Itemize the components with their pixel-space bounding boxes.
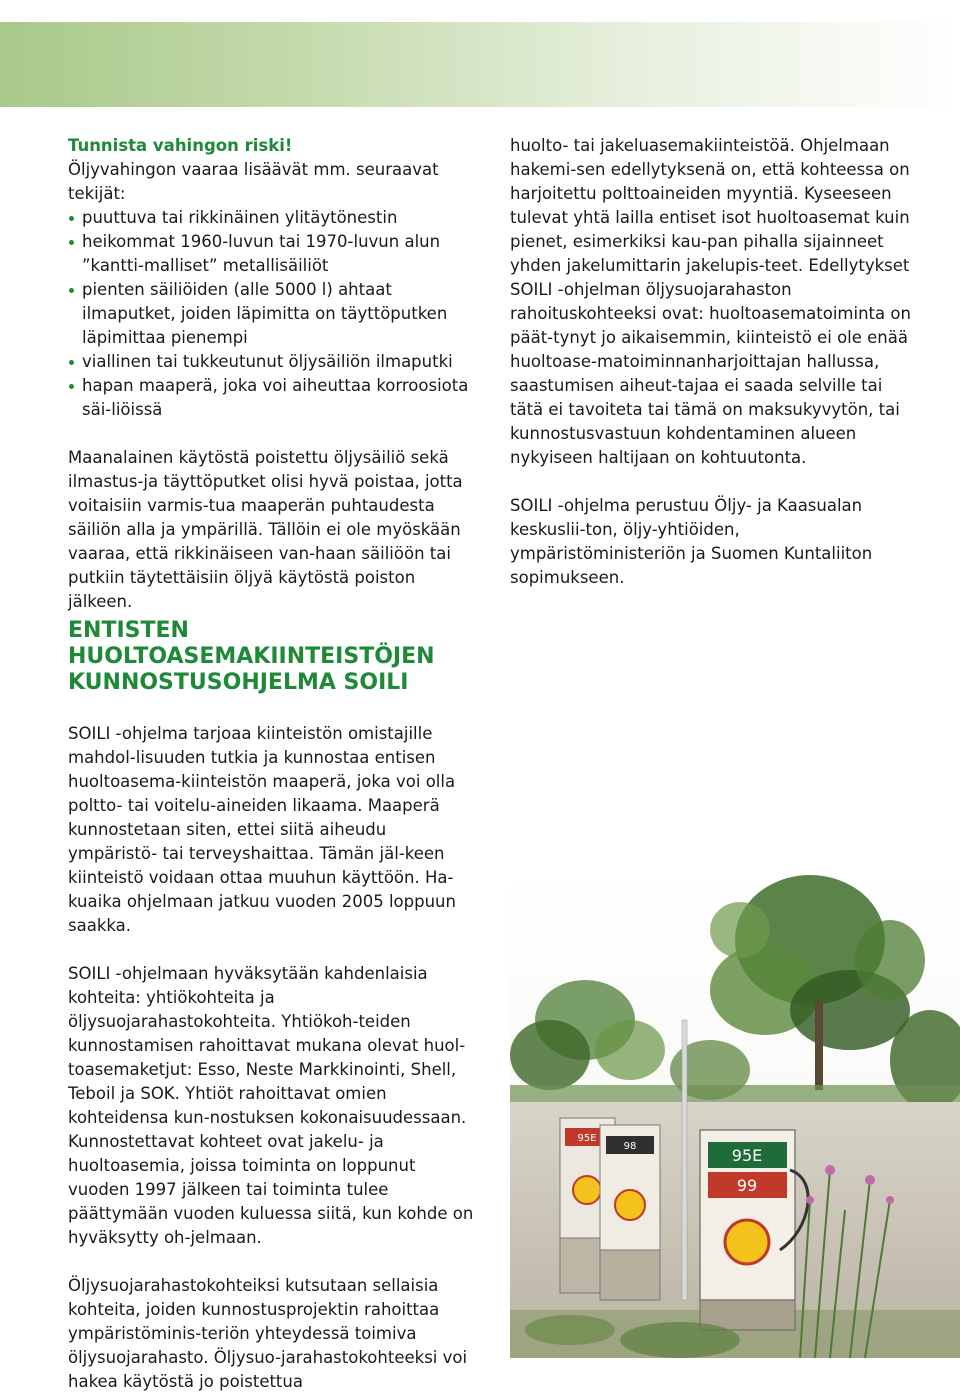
list-item: viallinen tai tukkeutunut öljysäiliön ilmaputki — [68, 350, 478, 374]
shell-logo-icon — [573, 1176, 601, 1204]
list-item: hapan maaperä, joka voi aiheuttaa korroosiota säi-liöissä — [68, 374, 478, 422]
pump-label: 98 — [623, 1141, 637, 1152]
risk-factor-list — [68, 206, 478, 422]
list-item: heikommat 1960-luvun tai 1970-luvun alun ”kantti-malliset” metallisäiliöt — [68, 230, 478, 278]
abandoned-fuel-pumps-photo — [510, 870, 960, 1358]
pump-label: 95E — [731, 1146, 763, 1165]
agreement-paragraph: SOILI -ohjelma perustuu Öljy- ja Kaasualan keskuslii-ton, öljy-yhtiöiden, ympäristöministeriön ja Suomen Kuntaliiton sopimukseen. — [510, 496, 873, 587]
section-title-line: KUNNOSTUSOHJELMA SOILI — [68, 670, 409, 695]
tank-removal-paragraph: Maanalainen käytöstä poistettu öljysäiliö sekä ilmastus-ja täyttöputket olisi hyvä poistaa, jotta voitaisiin varmis-tua maaperän puhtaudesta säiliön alla ja ympärillä. Tällöin ei ole myöskään vaaraa, että rikkinäiseen van-haan säiliöön tai putkiin täytettäisiin öljyä käytöstä poiston jälkeen. — [68, 448, 463, 611]
program-intro-paragraph: SOILI -ohjelma tarjoaa kiinteistön omistajille mahdol-lisuuden tutkia ja kunnostaa entisen huoltoasema-kiinteistön maaperä, joka voi olla poltto- tai voitelu-aineiden likaama. Maaperä kunnostetaan siten, ettei siitä aiheudu ympäristö- tai terveyshaittaa. Tämän jäl-keen kiinteistö voidaan ottaa muuhun käyttöön. Ha-kuaika ohjelmaan jatkuu vuoden 2005 loppuun saakka. — [68, 724, 456, 935]
right-column — [510, 134, 920, 590]
pump-label: 99 — [736, 1176, 758, 1195]
risk-lead: Öljyvahingon vaaraa lisäävät mm. seuraavat tekijät: — [68, 160, 439, 203]
section-title-line: ENTISTEN — [68, 618, 189, 643]
fuel-pump — [700, 1130, 808, 1330]
tree-trunk — [815, 1000, 823, 1090]
risk-heading: Tunnista vahingon riski! — [68, 136, 293, 155]
treeline — [510, 1085, 960, 1103]
eligibility-paragraph: huolto- tai jakeluasemakiinteistöä. Ohjelmaan hakemi-sen edellytyksenä on, että kohteessa on harjoitettu polttoaineiden myyntiä. Kyseeseen tulevat yhtä lailla entiset isot huoltoasemat kuin pienet, esimerkiksi kau-pan pihalla sijainneet yhden jakelumittarin jakelupis-teet. Edellytykset SOILI -ohjelman öljysuojarahaston rahoituskohteeksi ovat: huoltoasematoiminta on päät-tynyt jo aikaisemmin, kiinteistö ei ole enää huoltoase-matoiminnanharjoittajan hallussa, saastumisen aiheut-tajaa ei saada selville tai tätä ei tavoiteta tai tämä on maksukyvytön, tai kunnostusvastuun kohdentaminen alueen nykyiseen haltijaan on kohtuutonta. — [510, 136, 911, 467]
list-item: puuttuva tai rikkinäinen ylitäytönestin — [68, 206, 478, 230]
section-title — [68, 618, 488, 696]
fuel-pump — [600, 1125, 660, 1300]
fund-sites-paragraph: Öljysuojarahastokohteiksi kutsutaan sellaisia kohteita, joiden kunnostusprojektin rahoittaa ympäristöminis-teriön yhteydessä toimiva öljysuojarahasto. Öljysuo-jarahastokohteeksi voi hakea käytöstä jo poistettua — [68, 1276, 468, 1391]
list-item: pienten säiliöiden (alle 5000 l) ahtaat ilmaputket, joiden läpimitta on täyttöputken läpimittaa pienempi — [68, 278, 478, 350]
header-gradient-band — [0, 22, 960, 107]
soili-section-body — [68, 722, 478, 1394]
shell-logo-icon — [725, 1220, 769, 1264]
shell-logo-icon — [615, 1190, 645, 1220]
pump-label: 95E — [577, 1133, 597, 1144]
section-title-line: HUOLTOASEMAKIINTEISTÖJEN — [68, 644, 435, 669]
lamp-pole — [682, 1020, 687, 1300]
company-sites-paragraph: SOILI -ohjelmaan hyväksytään kahdenlaisia kohteita: yhtiökohteita ja öljysuojarahastokohteita. Yhtiökoh-teiden kunnostamisen rahoittavat mukana olevat huol-toasemaketjut: Esso, Neste Markkinointi, Shell, Teboil ja SOK. Yhtiöt rahoittavat omien kohteidensa kun-nostuksen kokonaisuudessaan. Kunnostettavat kohteet ovat jakelu- ja huoltoasemia, joissa toiminta on loppunut vuoden 1997 jälkeen tai toiminta tulee päättymään vuoden kuluessa siitä, kun kohde on hyväksytty oh-jelmaan. — [68, 964, 474, 1247]
risk-section — [68, 134, 478, 614]
